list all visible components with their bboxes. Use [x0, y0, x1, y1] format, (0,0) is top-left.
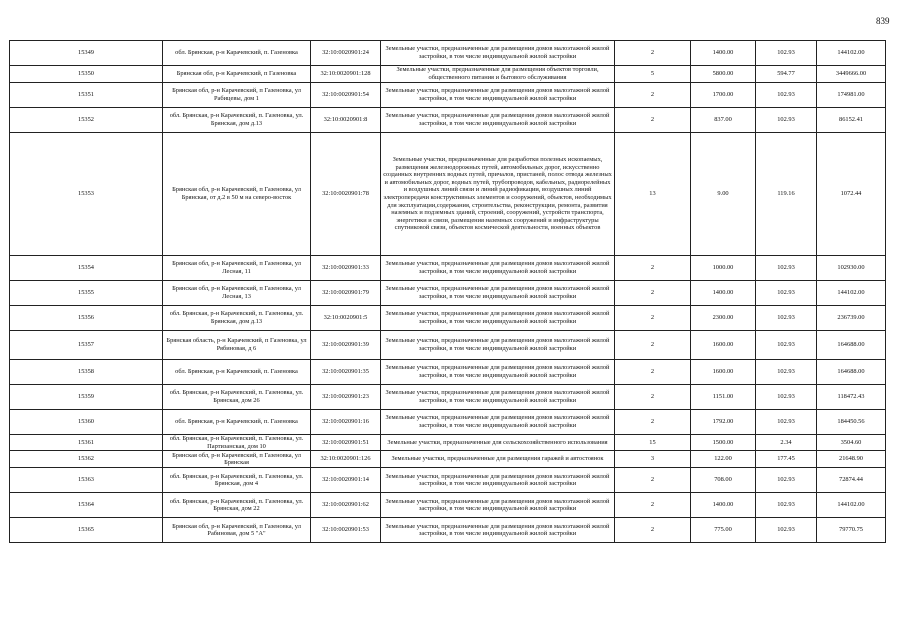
use-type-code-cell: 15: [615, 435, 691, 451]
cadastral-number-cell: 32:10:0020901:39: [311, 331, 381, 360]
address-cell: обл. Брянская, р-н Карачевский, п. Газеновка, ул. Партизанская, дом 10: [163, 435, 311, 451]
specific-value-cell: 2.34: [756, 435, 817, 451]
cadastral-number-cell: 32:10:0020901:62: [311, 493, 381, 518]
use-type-code-cell: 5: [615, 66, 691, 83]
row-number: 15358: [10, 360, 163, 385]
row-number: 15356: [10, 306, 163, 331]
address-cell: Брянская область, р-н Карачевский, п Газеновка, ул Рябиновая, д 6: [163, 331, 311, 360]
row-number: 15349: [10, 41, 163, 66]
cadastral-number-cell: 32:10:0020901:23: [311, 385, 381, 410]
cadastral-value-cell: 164688.00: [817, 360, 886, 385]
permitted-use-cell: Земельные участки, предназначенные для размещения домов малоэтажной жилой застройки, в том числе индивидуальной жилой застройки: [381, 518, 615, 543]
cadastral-value-cell: 144102.00: [817, 41, 886, 66]
table-row: [10, 66, 886, 83]
specific-value-cell: 102.93: [756, 518, 817, 543]
row-number: 15359: [10, 385, 163, 410]
cadastral-number-cell: 32:10:0020901:35: [311, 360, 381, 385]
cadastral-value-cell: 72874.44: [817, 468, 886, 493]
address-cell: обл. Брянская, р-н Карачевский, п. Газеновка: [163, 410, 311, 435]
use-type-code-cell: 2: [615, 410, 691, 435]
row-number: 15355: [10, 281, 163, 306]
area-cell: 1000.00: [691, 256, 756, 281]
row-number: 15357: [10, 331, 163, 360]
row-number: 15365: [10, 518, 163, 543]
use-type-code-cell: 2: [615, 281, 691, 306]
address-cell: Брянская обл, р-н Карачевский, п Газеновка, ул Брянская, от д.2 в 50 м на северо-восток: [163, 133, 311, 256]
permitted-use-cell: Земельные участки, предназначенные для размещения домов малоэтажной жилой застройки, в том числе индивидуальной жилой застройки: [381, 360, 615, 385]
area-cell: 1400.00: [691, 41, 756, 66]
area-cell: 1600.00: [691, 360, 756, 385]
row-number: 15352: [10, 108, 163, 133]
use-type-code-cell: 2: [615, 331, 691, 360]
row-number: 15362: [10, 451, 163, 468]
cadastral-value-cell: 86152.41: [817, 108, 886, 133]
row-number: 15353: [10, 133, 163, 256]
cadastral-number-cell: 32:10:0020901:54: [311, 83, 381, 108]
address-cell: обл. Брянская, р-н Карачевский, п. Газеновка, ул. Брянская, дом 22: [163, 493, 311, 518]
specific-value-cell: 102.93: [756, 331, 817, 360]
use-type-code-cell: 2: [615, 83, 691, 108]
area-cell: 1151.00: [691, 385, 756, 410]
specific-value-cell: 102.93: [756, 41, 817, 66]
use-type-code-cell: 2: [615, 518, 691, 543]
cadastral-value-cell: 144102.00: [817, 281, 886, 306]
table-row: [10, 360, 886, 385]
permitted-use-cell: Земельные участки, предназначенные для размещения домов малоэтажной жилой застройки, в том числе индивидуальной жилой застройки: [381, 493, 615, 518]
address-cell: Брянская обл, р-н Карачевский, п Газеновка, ул Лесная, 13: [163, 281, 311, 306]
specific-value-cell: 102.93: [756, 385, 817, 410]
cadastral-value-cell: 79770.75: [817, 518, 886, 543]
use-type-code-cell: 2: [615, 256, 691, 281]
table-row: [10, 385, 886, 410]
row-number: 15350: [10, 66, 163, 83]
permitted-use-cell: Земельные участки, предназначенные для размещения домов малоэтажной жилой застройки, в том числе индивидуальной жилой застройки: [381, 385, 615, 410]
table-row: [10, 133, 886, 256]
permitted-use-cell: Земельные участки, предназначенные для размещения домов малоэтажной жилой застройки, в том числе индивидуальной жилой застройки: [381, 256, 615, 281]
table-row: [10, 451, 886, 468]
table-row: [10, 410, 886, 435]
cadastral-value-cell: 102930.00: [817, 256, 886, 281]
area-cell: 5800.00: [691, 66, 756, 83]
cadastral-number-cell: 32:10:0020901:126: [311, 451, 381, 468]
cadastral-number-cell: 32:10:0020901:79: [311, 281, 381, 306]
use-type-code-cell: 2: [615, 360, 691, 385]
address-cell: Брянская обл, р-н Карачевский, п Газеновка, ул Брянская: [163, 451, 311, 468]
table-row: [10, 256, 886, 281]
cadastral-value-cell: 184450.56: [817, 410, 886, 435]
specific-value-cell: 102.93: [756, 306, 817, 331]
use-type-code-cell: 2: [615, 468, 691, 493]
permitted-use-cell: Земельные участки, предназначенные для размещения домов малоэтажной жилой застройки, в том числе индивидуальной жилой застройки: [381, 306, 615, 331]
cadastral-number-cell: 32:10:0020901:51: [311, 435, 381, 451]
permitted-use-cell: Земельные участки, предназначенные для сельскохозяйственного использования: [381, 435, 615, 451]
use-type-code-cell: 2: [615, 41, 691, 66]
row-number: 15364: [10, 493, 163, 518]
table-row: [10, 41, 886, 66]
permitted-use-cell: Земельные участки, предназначенные для размещения гаражей и автостоянок: [381, 451, 615, 468]
use-type-code-cell: 2: [615, 493, 691, 518]
use-type-code-cell: 2: [615, 108, 691, 133]
cadastral-value-cell: 21648.90: [817, 451, 886, 468]
area-cell: 1400.00: [691, 281, 756, 306]
cadastral-number-cell: 32:10:0020901:33: [311, 256, 381, 281]
permitted-use-cell: Земельные участки, предназначенные для разработки полезных ископаемых, размещения железнодорожных путей, автомобильных дорог, искусственно созданных внутренних водных путей, причалов, пристаней, полос отвода железных и автомобильных дорог, водных путей, трубопроводов, кабельных, радиорелейных и воздушных линий связи и линий радиофикации, воздушных линий электропередачи конструктивных элементов и сооружений, объектов, необходимых для эксплуатации,содержания, строительства, реконструкции, ремонта, развития наземных и подземных зданий, строений, сооружений, устройств транспорта, энергетики и связи, размещения наземных сооружений и инфраструктуры спутниковой связи, объектов космической деятельности, военных объектов: [381, 133, 615, 256]
use-type-code-cell: 3: [615, 451, 691, 468]
specific-value-cell: 102.93: [756, 83, 817, 108]
use-type-code-cell: 2: [615, 306, 691, 331]
area-cell: 9.00: [691, 133, 756, 256]
table-row: [10, 331, 886, 360]
cadastral-value-cell: 1072.44: [817, 133, 886, 256]
address-cell: обл. Брянская, р-н Карачевский, п. Газеновка, ул. Брянская, дом д.13: [163, 108, 311, 133]
cadastral-value-cell: 144102.00: [817, 493, 886, 518]
cadastral-number-cell: 32:10:0020901:14: [311, 468, 381, 493]
page-number: 839: [876, 16, 890, 26]
specific-value-cell: 102.93: [756, 493, 817, 518]
area-cell: 1600.00: [691, 331, 756, 360]
cadastral-value-cell: 236739.00: [817, 306, 886, 331]
cadastral-value-cell: 3504.60: [817, 435, 886, 451]
row-number: 15360: [10, 410, 163, 435]
cadastral-number-cell: 32:10:0020901:53: [311, 518, 381, 543]
specific-value-cell: 102.93: [756, 281, 817, 306]
table-row: [10, 435, 886, 451]
cadastral-number-cell: 32:10:0020901:128: [311, 66, 381, 83]
area-cell: 1500.00: [691, 435, 756, 451]
permitted-use-cell: Земельные участки, предназначенные для размещения домов малоэтажной жилой застройки, в том числе индивидуальной жилой застройки: [381, 108, 615, 133]
cadastral-value-cell: 174981.00: [817, 83, 886, 108]
permitted-use-cell: Земельные участки, предназначенные для размещения домов малоэтажной жилой застройки, в том числе индивидуальной жилой застройки: [381, 281, 615, 306]
area-cell: 708.00: [691, 468, 756, 493]
specific-value-cell: 102.93: [756, 410, 817, 435]
area-cell: 837.00: [691, 108, 756, 133]
area-cell: 775.00: [691, 518, 756, 543]
land-cadastral-value-table: [9, 40, 886, 543]
specific-value-cell: 594.77: [756, 66, 817, 83]
cadastral-number-cell: 32:10:0020901:8: [311, 108, 381, 133]
address-cell: обл. Брянская, р-н Карачевский, п. Газеновка, ул. Брянская, дом д.13: [163, 306, 311, 331]
row-number: 15361: [10, 435, 163, 451]
area-cell: 1700.00: [691, 83, 756, 108]
specific-value-cell: 177.45: [756, 451, 817, 468]
table-row: [10, 108, 886, 133]
area-cell: 122.00: [691, 451, 756, 468]
table-row: [10, 493, 886, 518]
area-cell: 1792.00: [691, 410, 756, 435]
area-cell: 2300.00: [691, 306, 756, 331]
cadastral-number-cell: 32:10:0020901:24: [311, 41, 381, 66]
specific-value-cell: 102.93: [756, 468, 817, 493]
address-cell: Брянская обл, р-н Карачевский, п Газеновка, ул Рабиновая, дом 5 "А": [163, 518, 311, 543]
table-row: [10, 468, 886, 493]
address-cell: обл. Брянская, р-н Карачевский, п. Газеновка, ул. Брянская, дом 26: [163, 385, 311, 410]
row-number: 15363: [10, 468, 163, 493]
permitted-use-cell: Земельные участки, предназначенные для размещения домов малоэтажной жилой застройки, в том числе индивидуальной жилой застройки: [381, 331, 615, 360]
permitted-use-cell: Земельные участки, предназначенные для размещения объектов торговли, общественного питания и бытового обслуживания: [381, 66, 615, 83]
cadastral-value-cell: 3449666.00: [817, 66, 886, 83]
permitted-use-cell: Земельные участки, предназначенные для размещения домов малоэтажной жилой застройки, в том числе индивидуальной жилой застройки: [381, 410, 615, 435]
address-cell: обл. Брянская, р-н Карачевский, п. Газеновка: [163, 41, 311, 66]
permitted-use-cell: Земельные участки, предназначенные для размещения домов малоэтажной жилой застройки, в том числе индивидуальной жилой застройки: [381, 83, 615, 108]
specific-value-cell: 102.93: [756, 256, 817, 281]
specific-value-cell: 102.93: [756, 360, 817, 385]
table-row: [10, 281, 886, 306]
table-row: [10, 306, 886, 331]
cadastral-number-cell: 32:10:0020901:5: [311, 306, 381, 331]
use-type-code-cell: 2: [615, 385, 691, 410]
cadastral-number-cell: 32:10:0020901:16: [311, 410, 381, 435]
permitted-use-cell: Земельные участки, предназначенные для размещения домов малоэтажной жилой застройки, в том числе индивидуальной жилой застройки: [381, 468, 615, 493]
cadastral-value-cell: 164688.00: [817, 331, 886, 360]
table-row: [10, 83, 886, 108]
address-cell: обл. Брянская, р-н Карачевский, п. Газеновка: [163, 360, 311, 385]
area-cell: 1400.00: [691, 493, 756, 518]
address-cell: Брянская обл, р-н Карачевский, п Газеновка, ул Рабицевы, дом 1: [163, 83, 311, 108]
cadastral-number-cell: 32:10:0020901:78: [311, 133, 381, 256]
permitted-use-cell: Земельные участки, предназначенные для размещения домов малоэтажной жилой застройки, в том числе индивидуальной жилой застройки: [381, 41, 615, 66]
cadastral-value-cell: 118472.43: [817, 385, 886, 410]
address-cell: обл. Брянская, р-н Карачевский, п. Газеновка, ул. Брянская, дом 4: [163, 468, 311, 493]
address-cell: Брянская обл, р-н Карачевский, п Газеновка: [163, 66, 311, 83]
address-cell: Брянская обл, р-н Карачевский, п Газеновка, ул Лесная, 11: [163, 256, 311, 281]
row-number: 15351: [10, 83, 163, 108]
table-row: [10, 518, 886, 543]
specific-value-cell: 119.16: [756, 133, 817, 256]
specific-value-cell: 102.93: [756, 108, 817, 133]
use-type-code-cell: 13: [615, 133, 691, 256]
row-number: 15354: [10, 256, 163, 281]
